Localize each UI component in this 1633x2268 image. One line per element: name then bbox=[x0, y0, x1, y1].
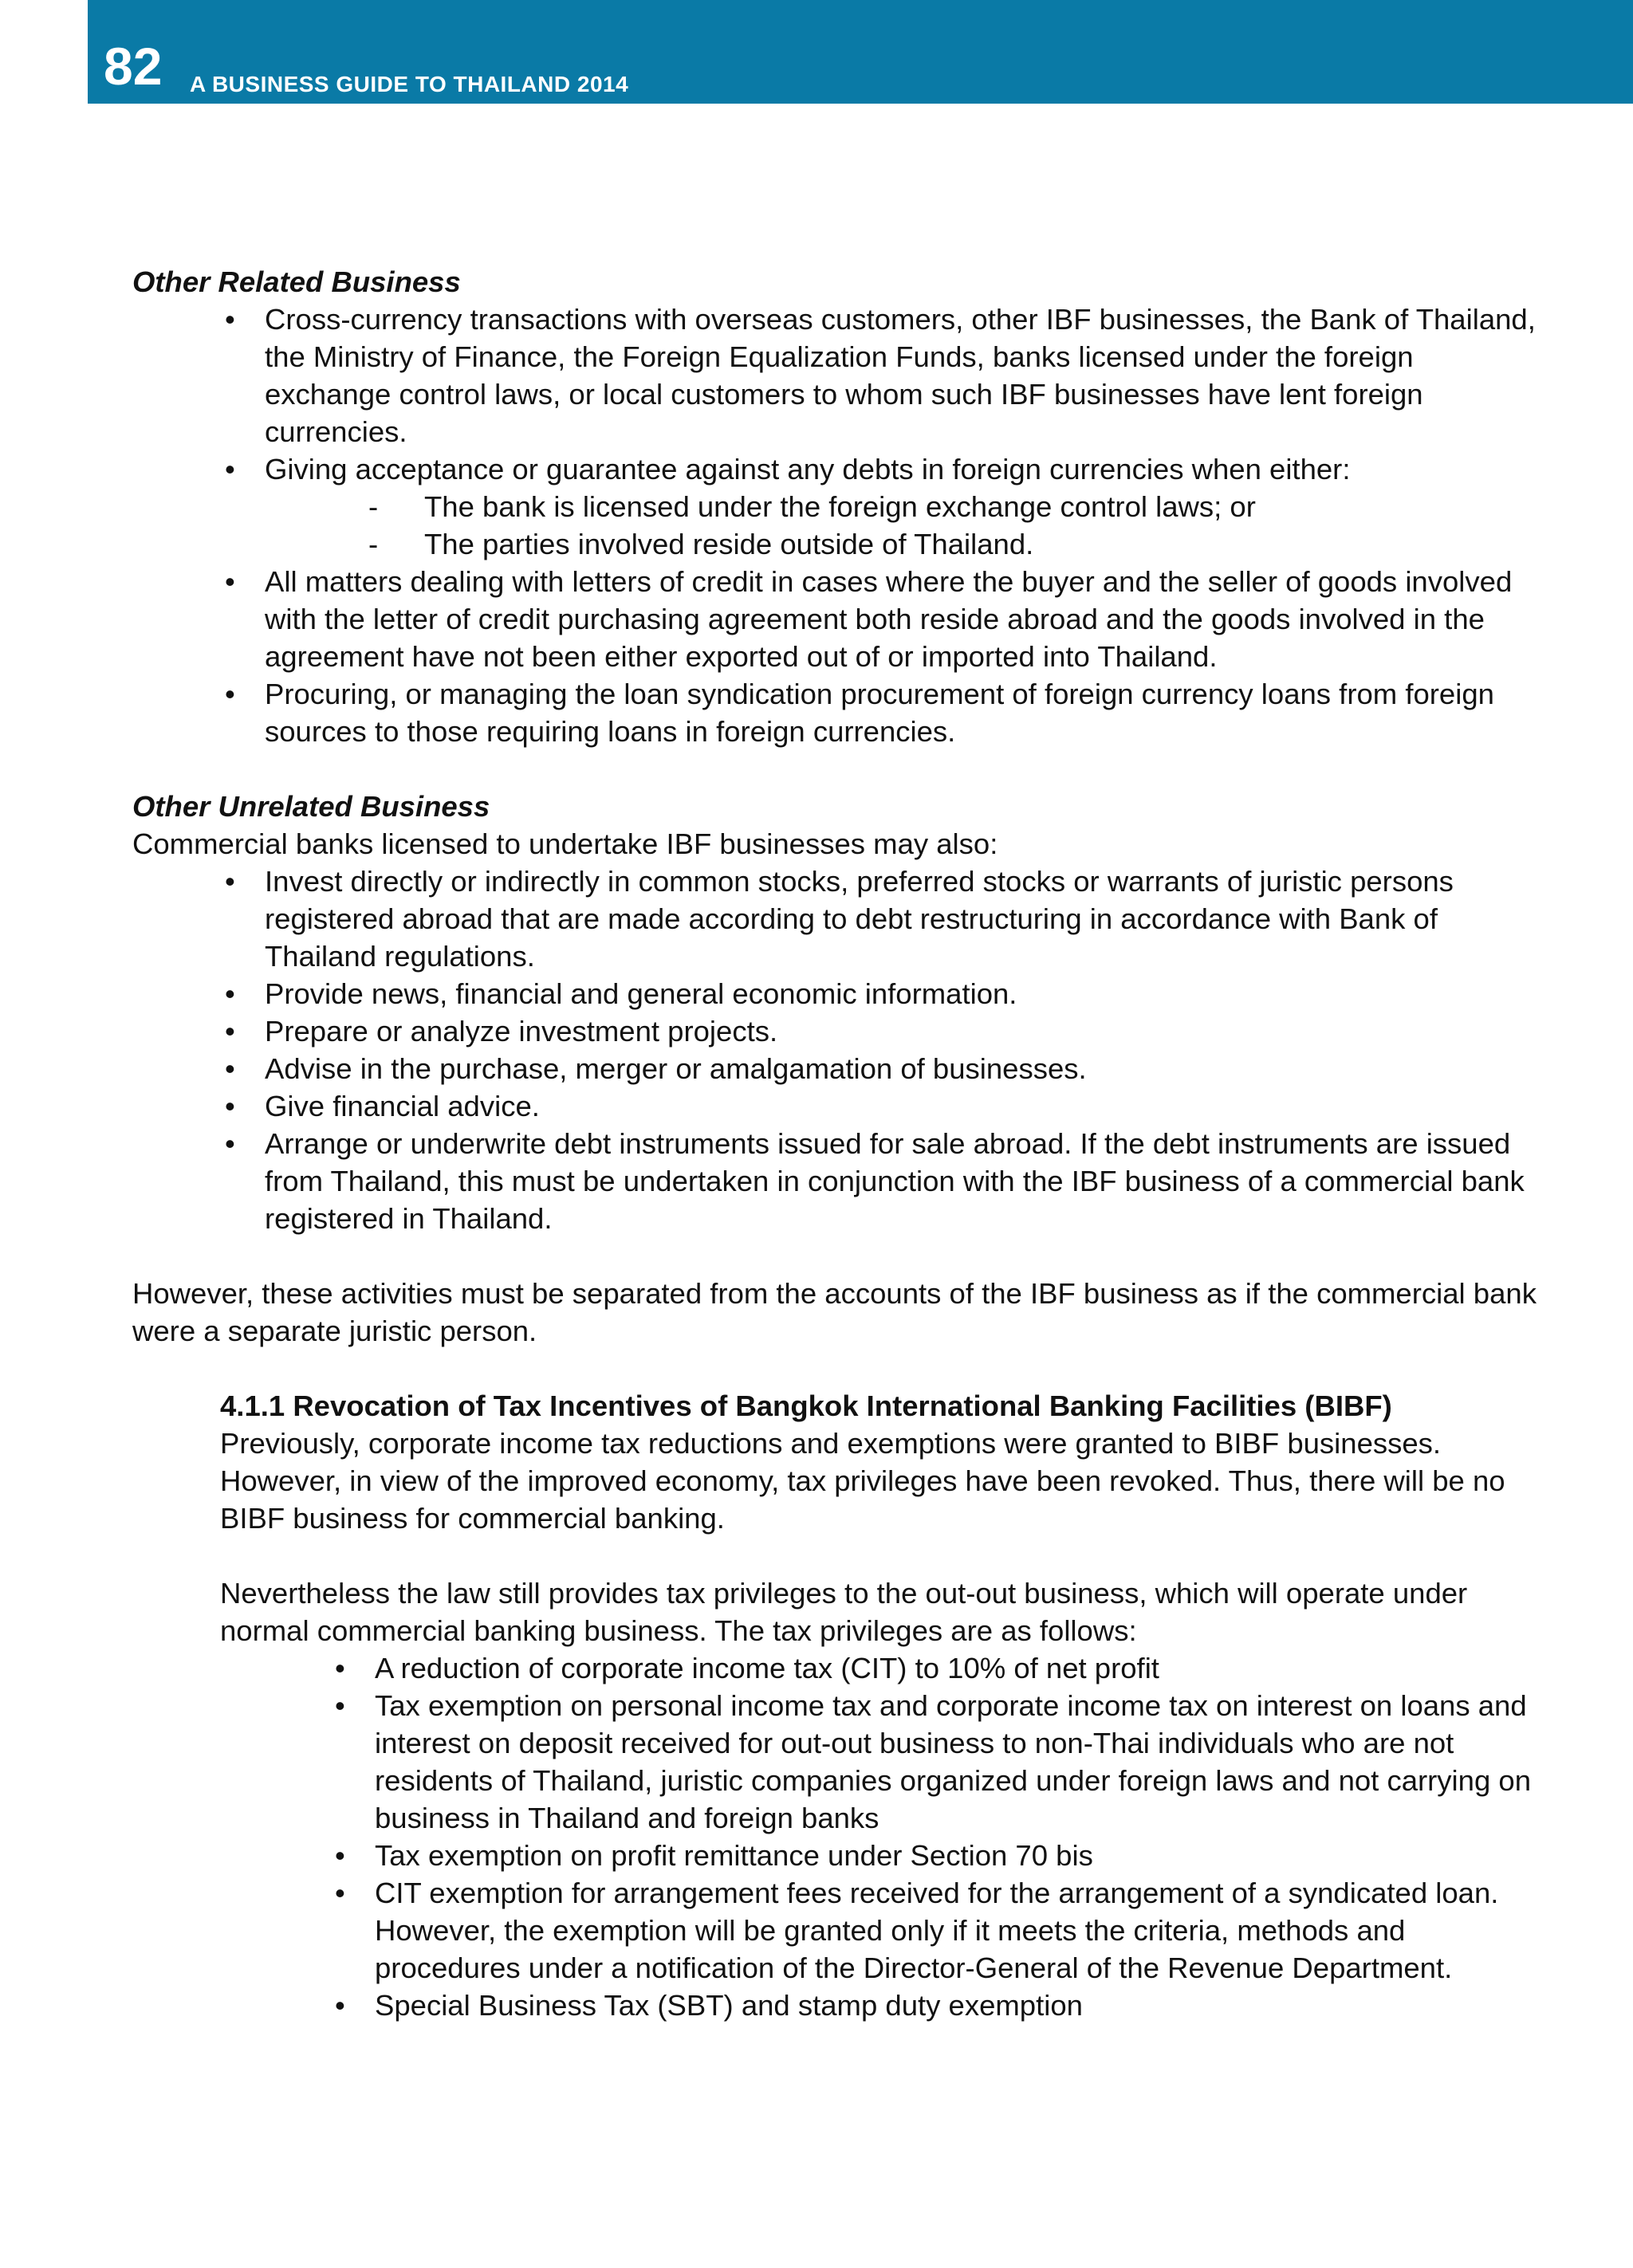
list-item: • Tax exemption on personal income tax and corporate income tax on interest on loans and interest on deposit received for out-out business to non-Thai individuals who are not residents of Thailand, juristic companies organized under foreign laws and not carrying on business in Thailand and foreign banks bbox=[375, 1687, 1547, 1837]
running-title: A BUSINESS GUIDE TO THAILAND 2014 bbox=[190, 72, 629, 96]
list-item: • Tax exemption on profit remittance under Section 70 bis bbox=[375, 1837, 1547, 1874]
list-item: • All matters dealing with letters of credit in cases where the buyer and the seller of goods involved with the letter of credit purchasing agreement both reside abroad and the goods involved in the agreement have not been either exported out of or imported into Thailand. bbox=[265, 563, 1547, 675]
list-item: • Give financial advice. bbox=[265, 1087, 1547, 1125]
sub-list-item: - The parties involved reside outside of Thailand. bbox=[424, 525, 1547, 563]
spacer bbox=[132, 750, 1547, 788]
sub-list-item: - The bank is licensed under the foreign exchange control laws; or bbox=[424, 488, 1547, 525]
list-item: • CIT exemption for arrangement fees received for the arrangement of a syndicated loan. However, the exemption will be granted only if it meets the criteria, methods and procedures under a notification of the Director-General of the Revenue Department. bbox=[375, 1874, 1547, 1987]
unrelated-closing: However, these activities must be separated from the accounts of the IBF business as if the commercial bank were a separate juristic person. bbox=[132, 1277, 1537, 1347]
subsection-title: 4.1.1 Revocation of Tax Incentives of Bangkok International Banking Facilities (BIBF) bbox=[220, 1389, 1392, 1422]
section-title-related: Other Related Business bbox=[132, 265, 461, 298]
list-item: • Provide news, financial and general economic information. bbox=[265, 975, 1547, 1012]
list-item: • Arrange or underwrite debt instruments issued for sale abroad. If the debt instruments are issued from Thailand, this must be undertaken in conjunction with the IBF business of a commercial bank registered in Thailand. bbox=[265, 1125, 1547, 1237]
tax-privileges-list bbox=[220, 1649, 1547, 2024]
related-list bbox=[132, 301, 1547, 750]
page-content bbox=[132, 263, 1547, 2024]
page-number: 82 bbox=[104, 37, 163, 96]
section-411 bbox=[220, 1387, 1547, 2024]
list-item: • Advise in the purchase, merger or amalgamation of businesses. bbox=[265, 1050, 1547, 1087]
section-411-para-2: Nevertheless the law still provides tax privileges to the out-out business, which will operate under normal commercial banking business. The tax privileges are as follows: bbox=[220, 1577, 1468, 1647]
list-item: • Invest directly or indirectly in common stocks, preferred stocks or warrants of juristic persons registered abroad that are made according to debt restructuring in accordance with Bank of Thailand regulations. bbox=[265, 863, 1547, 975]
section-title-unrelated: Other Unrelated Business bbox=[132, 790, 490, 823]
list-item bbox=[265, 450, 1547, 563]
list-item-text: Giving acceptance or guarantee against any debts in foreign currencies when either: bbox=[265, 453, 1351, 485]
list-item: • Special Business Tax (SBT) and stamp duty exemption bbox=[375, 1987, 1547, 2024]
list-item: • Cross-currency transactions with overseas customers, other IBF businesses, the Bank of Thailand, the Ministry of Finance, the Foreign Equalization Funds, banks licensed under the foreign exchange control laws, or local customers to whom such IBF businesses have lent foreign currencies. bbox=[265, 301, 1547, 450]
unrelated-list bbox=[132, 863, 1547, 1237]
list-item: • Procuring, or managing the loan syndication procurement of foreign currency loans from foreign sources to those requiring loans in foreign currencies. bbox=[265, 675, 1547, 750]
spacer bbox=[132, 1237, 1547, 1275]
spacer bbox=[220, 1537, 1547, 1574]
unrelated-intro: Commercial banks licensed to undertake IBF businesses may also: bbox=[132, 827, 998, 860]
list-item: • Prepare or analyze investment projects. bbox=[265, 1012, 1547, 1050]
spacer bbox=[132, 1350, 1547, 1387]
section-411-para-1: Previously, corporate income tax reductions and exemptions were granted to BIBF businesses. However, in view of the improved economy, tax privileges have been revoked. Thus, there will be no BIBF business for commercial banking. bbox=[220, 1427, 1505, 1535]
list-item: • A reduction of corporate income tax (CIT) to 10% of net profit bbox=[375, 1649, 1547, 1687]
sub-list bbox=[265, 488, 1547, 563]
